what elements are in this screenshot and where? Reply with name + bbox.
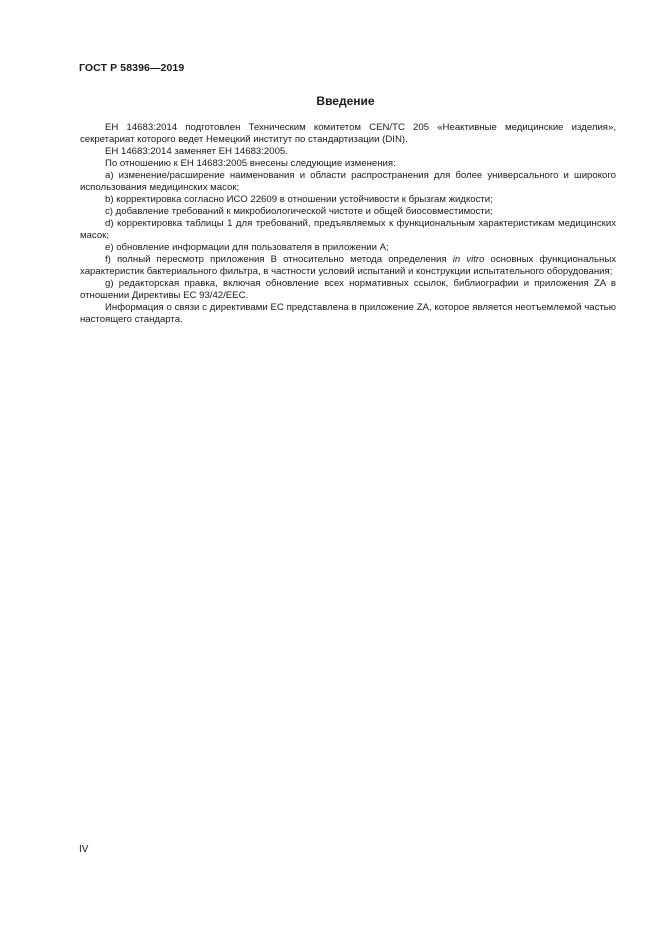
page-number: IV <box>79 844 89 855</box>
list-item-c: c) добавление требований к микробиологической чистоте и общей биосовместимости; <box>105 206 493 217</box>
paragraph-ec-relation: Информация о связи с директивами ЕС представлена в приложение ZA, которое является неотъемлемой частью настоящего стандарта. <box>80 302 616 325</box>
list-item-f-text-end: основных функциональных характеристик бактериального фильтра, в частности условий испытаний и конструкции испытательного оборудования; <box>80 254 617 277</box>
paragraph-intro: ЕН 14683:2014 подготовлен Техническим комитетом CEN/TC 205 «Неактивные медицинские изделия», секретариат которого ведет Немецкий институт по стандартизации (DIN). <box>80 122 616 145</box>
list-item-f <box>80 254 616 278</box>
section-title: Введение <box>316 94 375 108</box>
list-item-f-italic: in vitro <box>452 254 485 265</box>
list-item-e: e) обновление информации для пользователя в приложении А; <box>105 242 389 253</box>
list-item-b: b) корректировка согласно ИСО 22609 в отношении устойчивости к брызгам жидкости; <box>105 194 493 205</box>
document-header: ГОСТ Р 58396—2019 <box>79 62 185 74</box>
body-text <box>80 122 616 326</box>
list-item-d: d) корректировка таблицы 1 для требований, предъявляемых к функциональным характеристикам медицинских масок; <box>80 218 616 241</box>
list-item-a: a) изменение/расширение наименования и области распространения для более универсального и широкого использования медицинских масок; <box>80 170 616 193</box>
paragraph-changes-lead: По отношению к ЕН 14683:2005 внесены следующие изменения: <box>105 158 396 169</box>
list-item-g: g) редакторская правка, включая обновление всех нормативных ссылок, библиографии и приложения ZA в отношении Директивы ЕС 93/42/EEC. <box>80 278 616 301</box>
list-item-f-text: f) полный пересмотр приложения В относительно метода определения <box>105 254 453 265</box>
paragraph-replaces: ЕН 14683:2014 заменяет ЕН 14683:2005. <box>105 146 288 157</box>
